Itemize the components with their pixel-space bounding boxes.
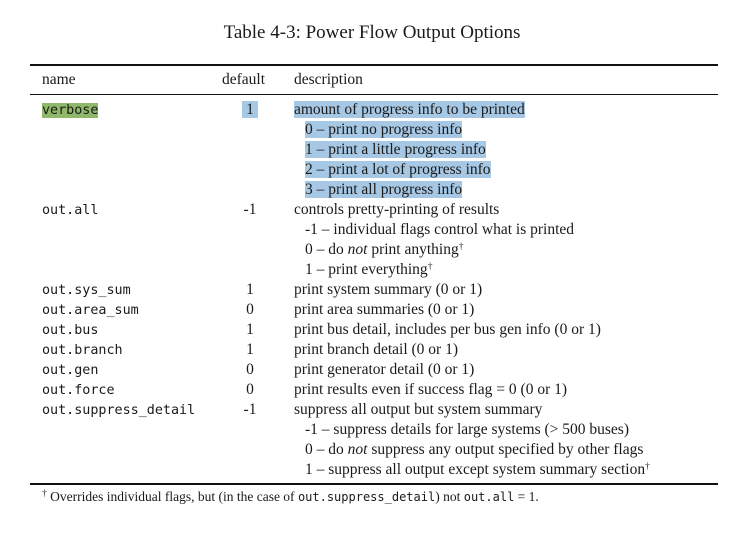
row-description-text: print generator detail (0 or 1) — [294, 361, 475, 378]
row-name — [42, 381, 115, 400]
row-description-text: suppress all output but system summary — [294, 401, 543, 418]
row-description-text: print area summaries (0 or 1) — [294, 301, 475, 318]
footnote-text-2: ) not — [435, 489, 464, 504]
row-name-text: out.bus — [42, 323, 99, 338]
row-default — [220, 361, 280, 379]
row-description — [294, 381, 567, 399]
row-default-text: 0 — [246, 361, 254, 378]
row-name — [42, 301, 139, 320]
row-default — [220, 101, 280, 119]
row-default — [220, 341, 280, 359]
row-name-text: out.branch — [42, 343, 123, 358]
row-description — [294, 301, 474, 319]
row-name-text: out.area_sum — [42, 303, 139, 318]
header-name: name — [42, 71, 76, 88]
row-default-text: -1 — [243, 201, 257, 218]
row-description — [294, 101, 525, 119]
table-caption: Table 4-3: Power Flow Output Options — [223, 22, 521, 43]
subitem-emphasis: not — [347, 441, 368, 458]
footnote-code-suppress-detail: out.suppress_detail — [297, 490, 436, 504]
row-subitem — [305, 141, 486, 159]
row-default-text: 1 — [242, 101, 258, 118]
row-name-text: verbose — [42, 103, 99, 118]
row-name — [42, 341, 123, 360]
row-name — [42, 101, 98, 120]
row-default — [220, 401, 280, 419]
subitem-pre: 0 – do — [305, 441, 348, 458]
row-subitem-text — [305, 421, 629, 438]
subitem-dagger: † — [645, 462, 650, 472]
header-rule — [30, 94, 718, 95]
row-subitem-text — [305, 261, 432, 278]
row-name — [42, 401, 195, 420]
row-default — [220, 301, 280, 319]
row-default-text: 1 — [246, 281, 254, 298]
row-default — [220, 321, 280, 339]
row-description-text: print bus detail, includes per bus gen info (0 or 1) — [294, 321, 601, 338]
row-subitem-text: 2 – print a lot of progress info — [305, 161, 491, 178]
row-default — [220, 381, 280, 399]
row-subitem-text — [305, 241, 463, 258]
row-name-text: out.force — [42, 383, 115, 398]
row-name — [42, 321, 98, 340]
subitem-post: print anything — [367, 241, 459, 258]
row-description — [294, 341, 458, 359]
footnote-text-3: = 1. — [514, 489, 539, 504]
row-subitem — [305, 121, 462, 139]
row-subitem-text — [305, 221, 574, 238]
footnote-code-out-all: out.all — [463, 490, 515, 504]
row-subitem — [305, 441, 643, 459]
bottom-rule — [30, 483, 718, 485]
row-subitem — [305, 181, 462, 199]
subitem-dagger: † — [427, 262, 433, 272]
row-name — [42, 281, 131, 300]
row-default-text: 1 — [246, 321, 254, 338]
row-subitem — [305, 221, 574, 239]
row-default — [220, 281, 280, 299]
row-subitem — [305, 461, 650, 479]
row-subitem — [305, 241, 463, 259]
row-default — [220, 201, 280, 219]
row-description-text: print system summary (0 or 1) — [294, 281, 483, 298]
subitem-post: suppress any output specified by other flags — [367, 441, 644, 458]
subitem-pre: 1 – suppress all output except system summary section — [305, 461, 646, 478]
footnote — [42, 489, 539, 505]
subitem-dagger: † — [458, 242, 464, 252]
top-rule — [30, 64, 718, 66]
row-name — [42, 201, 98, 220]
header-description: description — [294, 71, 363, 88]
row-name — [42, 361, 98, 380]
subitem-pre: 1 – print everything — [305, 261, 428, 278]
row-description — [294, 321, 601, 339]
row-subitem-text — [305, 461, 650, 478]
row-default-text: 0 — [246, 381, 254, 398]
row-description — [294, 401, 542, 419]
row-subitem-text: 0 – print no progress info — [305, 121, 463, 138]
row-default-text: 1 — [246, 341, 254, 358]
row-name-text: out.sys_sum — [42, 283, 131, 298]
row-description-text: amount of progress info to be printed — [294, 101, 525, 118]
row-subitem — [305, 161, 491, 179]
row-subitem-text — [305, 441, 643, 458]
row-default-text: 0 — [246, 301, 254, 318]
subitem-pre: -1 – individual flags control what is printed — [305, 221, 575, 238]
row-name-text: out.all — [42, 203, 99, 218]
row-name-text: out.gen — [42, 363, 99, 378]
header-default: default — [222, 71, 266, 88]
row-subitem — [305, 261, 432, 279]
footnote-dagger: † — [42, 489, 47, 499]
row-description — [294, 281, 482, 299]
row-description — [294, 201, 499, 219]
row-subitem — [305, 421, 629, 439]
row-description-text: print results even if success flag = 0 (0 or 1) — [294, 381, 568, 398]
row-name-text: out.suppress_detail — [42, 403, 196, 418]
subitem-emphasis: not — [347, 241, 368, 258]
row-description-text: print branch detail (0 or 1) — [294, 341, 458, 358]
row-description — [294, 361, 474, 379]
footnote-text-1: Overrides individual flags, but (in the case of — [50, 489, 298, 504]
row-description-text: controls pretty-printing of results — [294, 201, 500, 218]
subitem-pre: -1 – suppress details for large systems (> 500 buses) — [305, 421, 630, 438]
row-subitem-text: 1 – print a little progress info — [305, 141, 486, 158]
row-subitem-text: 3 – print all progress info — [305, 181, 463, 198]
row-default-text: -1 — [243, 401, 257, 418]
subitem-pre: 0 – do — [305, 241, 348, 258]
